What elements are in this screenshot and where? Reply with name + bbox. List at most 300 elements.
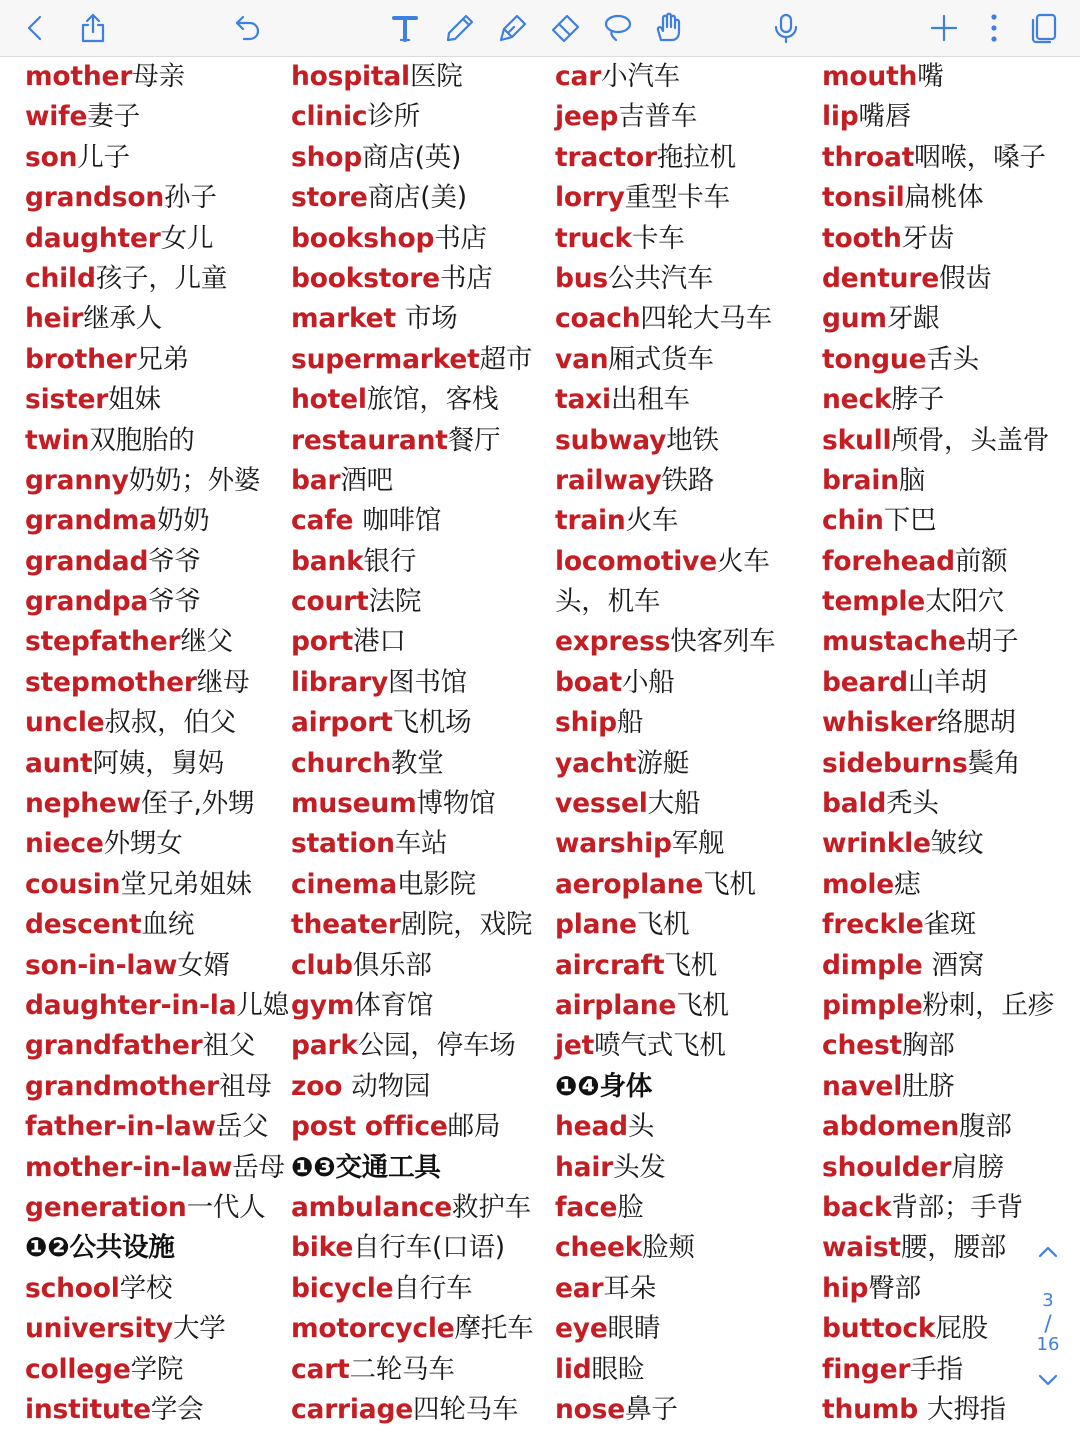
vocab-entry <box>291 1188 533 1228</box>
english-word: child <box>25 262 96 294</box>
vocab-entry <box>291 1350 533 1390</box>
chinese-translation: 剧院，戏院 <box>400 909 533 941</box>
chinese-translation: 飞机 <box>636 909 690 941</box>
chinese-translation: 兄弟 <box>136 343 190 375</box>
english-word: son <box>25 141 78 173</box>
vocab-entry <box>555 865 775 905</box>
chinese-translation: 眼睑 <box>591 1353 645 1385</box>
english-word: forehead <box>822 545 955 577</box>
english-word: cheek <box>555 1232 643 1264</box>
vocab-entry <box>291 1026 533 1066</box>
vocab-entry <box>555 178 775 218</box>
chinese-translation: 自行车(口语) <box>353 1232 505 1264</box>
vocab-entry <box>291 178 533 218</box>
chinese-translation: 继父 <box>180 626 233 658</box>
vocab-entry <box>822 905 1054 945</box>
vocab-entry <box>555 299 775 339</box>
chinese-translation: 诊所 <box>367 101 420 133</box>
english-word: jeep <box>555 101 619 133</box>
english-word: tooth <box>822 222 902 254</box>
vocab-entry <box>291 582 533 622</box>
vocab-entry <box>555 501 775 541</box>
vocab-entry <box>822 1067 1054 1107</box>
vocab-entry <box>25 784 289 824</box>
vocab-entry <box>25 57 289 97</box>
vocab-entry <box>555 663 775 703</box>
vocab-entry <box>822 946 1054 986</box>
vocab-column-3 <box>555 57 775 1430</box>
english-word: truck <box>555 222 632 254</box>
chinese-translation: 牙齿 <box>901 222 955 254</box>
english-word: ear <box>555 1272 604 1304</box>
vocab-entry <box>25 986 289 1026</box>
section-heading-text: ❶❸交通工具 <box>291 1151 441 1183</box>
chinese-translation: 书店 <box>439 262 493 294</box>
vocab-entry <box>555 582 775 622</box>
english-word: grandad <box>25 545 149 577</box>
chinese-translation: 飞机 <box>676 989 729 1021</box>
chinese-translation: 体育馆 <box>354 989 434 1021</box>
vocab-entry <box>25 461 289 501</box>
chinese-translation: 小船 <box>621 666 675 698</box>
vocab-entry <box>25 1309 289 1349</box>
vocab-column-2 <box>291 57 533 1430</box>
vocab-entry <box>291 97 533 137</box>
vocab-entry <box>822 259 1054 299</box>
section-heading <box>291 1148 533 1188</box>
chinese-translation: 屁股 <box>935 1313 988 1345</box>
english-word: niece <box>25 828 104 860</box>
english-word: brother <box>25 343 137 375</box>
english-word: cart <box>291 1353 350 1385</box>
chinese-translation: 鬓角 <box>967 747 1021 779</box>
english-word: train <box>555 505 626 537</box>
english-word: supermarket <box>291 343 480 375</box>
english-word: hip <box>822 1272 869 1304</box>
vocab-entry <box>25 1350 289 1390</box>
highlighter-icon[interactable] <box>491 6 535 50</box>
chinese-translation: 游艇 <box>636 747 690 779</box>
vocab-entry <box>291 663 533 703</box>
english-word: lid <box>555 1353 592 1385</box>
toolbar <box>0 0 1080 57</box>
section-heading-text: ❶❹身体 <box>555 1070 653 1102</box>
english-word: vessel <box>555 788 648 820</box>
vocab-entry <box>555 1269 775 1309</box>
chinese-translation: 鼻子 <box>625 1393 678 1425</box>
english-word: ship <box>555 707 617 739</box>
chinese-translation: 自行车 <box>393 1272 473 1304</box>
english-word: bar <box>291 464 341 496</box>
english-word: warship <box>555 828 672 860</box>
chinese-translation: 姐妹 <box>108 384 161 416</box>
chinese-translation: 小汽车 <box>601 61 680 92</box>
vocab-entry <box>25 582 289 622</box>
chinese-translation: 脑 <box>898 464 926 496</box>
english-word: airplane <box>555 989 677 1021</box>
english-word: stepfather <box>25 626 181 658</box>
chinese-translation: 卡车 <box>631 222 685 254</box>
english-word: restaurant <box>291 424 448 456</box>
vocab-entry <box>822 178 1054 218</box>
chinese-translation: 前额 <box>954 545 1008 577</box>
chinese-translation: 银行 <box>363 545 417 577</box>
english-word: institute <box>25 1393 151 1425</box>
vocab-entry <box>822 299 1054 339</box>
chinese-translation: 电影院 <box>396 868 476 900</box>
vocab-entry <box>25 1390 289 1430</box>
english-word: bicycle <box>291 1272 394 1304</box>
page-up-chevron-icon[interactable] <box>1026 1240 1070 1274</box>
more-icon[interactable] <box>972 6 1016 50</box>
vocab-entry <box>25 865 289 905</box>
english-word: stepmother <box>25 666 197 698</box>
vocab-entry <box>555 986 775 1026</box>
chinese-translation: 超市 <box>479 343 533 375</box>
english-word: market <box>291 303 405 335</box>
chinese-translation: 学会 <box>150 1393 204 1425</box>
chinese-translation: 商店(美) <box>367 182 467 214</box>
vocab-entry <box>555 946 775 986</box>
chinese-translation: 爷爷 <box>148 586 201 618</box>
english-word: pimple <box>822 989 923 1021</box>
english-word: bus <box>555 262 609 294</box>
vocab-entry <box>25 421 289 461</box>
english-word: chest <box>822 1030 902 1062</box>
chinese-translation: 扁桃体 <box>904 182 984 214</box>
vocab-entry <box>291 865 533 905</box>
chinese-translation: 儿媳 <box>236 989 289 1021</box>
english-word: eye <box>555 1313 608 1345</box>
chinese-translation: 二轮马车 <box>349 1353 455 1385</box>
chinese-translation: 腹部 <box>959 1111 1012 1143</box>
vocab-entry <box>822 542 1054 582</box>
vocab-entry <box>25 703 289 743</box>
vocab-column-1 <box>25 57 289 1430</box>
english-word: denture <box>822 262 939 294</box>
english-word: descent <box>25 909 142 941</box>
microphone-icon[interactable] <box>764 6 808 50</box>
english-word: subway <box>555 424 667 456</box>
vocab-entry <box>822 421 1054 461</box>
vocab-entry <box>555 259 775 299</box>
vocab-entry <box>555 97 775 137</box>
english-word: sideburns <box>822 747 968 779</box>
chinese-translation: 肩膀 <box>951 1151 1004 1183</box>
lasso-icon[interactable] <box>596 6 640 50</box>
english-word: tongue <box>822 343 927 375</box>
english-word: face <box>555 1191 618 1223</box>
english-word: jet <box>555 1030 595 1062</box>
english-word: church <box>291 747 391 779</box>
chinese-translation: 快客列车 <box>670 626 776 658</box>
chinese-translation: 背部；手背 <box>891 1191 1023 1223</box>
chinese-translation: 堂兄弟姐妹 <box>120 868 252 900</box>
english-word: lip <box>822 101 859 133</box>
chinese-translation: 救护车 <box>452 1191 531 1223</box>
vocab-entry <box>25 380 289 420</box>
english-word: neck <box>822 384 892 416</box>
english-word: gym <box>291 989 355 1021</box>
chinese-translation: 双胞胎的 <box>89 424 195 456</box>
english-word: head <box>555 1111 628 1143</box>
vocab-entry <box>25 905 289 945</box>
english-word: back <box>822 1191 892 1223</box>
english-word: heir <box>25 303 84 335</box>
english-word: throat <box>822 141 915 173</box>
english-word: mother-in-law <box>25 1151 233 1183</box>
english-word: theater <box>291 909 401 941</box>
chinese-translation: 秃头 <box>886 788 939 820</box>
chinese-translation: 眼睛 <box>607 1313 661 1345</box>
chinese-translation: 岳母 <box>232 1151 285 1183</box>
english-word: twin <box>25 424 90 456</box>
vocab-entry <box>555 905 775 945</box>
english-word: grandmother <box>25 1070 219 1102</box>
chinese-translation: 拖拉机 <box>656 141 736 173</box>
vocab-entry <box>291 1228 533 1268</box>
chinese-translation: 爷爷 <box>148 545 201 577</box>
chinese-translation: 奶奶；外婆 <box>128 464 261 496</box>
chinese-translation: 厢式货车 <box>608 343 714 375</box>
vocab-entry <box>25 340 289 380</box>
english-word: shoulder <box>822 1151 952 1183</box>
chinese-translation: 市场 <box>404 303 458 335</box>
chinese-translation: 火车 <box>625 505 679 537</box>
chinese-translation: 飞机场 <box>392 707 472 739</box>
chinese-translation: 儿子 <box>77 141 130 173</box>
current-page-number: 3 <box>1042 1290 1054 1311</box>
english-word: granny <box>25 464 129 496</box>
english-word: yacht <box>555 747 637 779</box>
share-icon[interactable] <box>71 6 115 50</box>
english-word: aunt <box>25 747 93 779</box>
english-word: chin <box>822 505 884 537</box>
vocab-entry <box>291 784 533 824</box>
english-word: mother <box>25 61 133 92</box>
chinese-translation: 孙子 <box>164 182 217 214</box>
english-word: uncle <box>25 707 105 739</box>
chinese-translation: 公共汽车 <box>608 262 714 294</box>
chinese-translation: 一代人 <box>186 1191 266 1223</box>
english-word: daughter <box>25 222 161 254</box>
chinese-translation: 阿姨，舅妈 <box>92 747 224 779</box>
hand-tool-icon[interactable] <box>646 6 690 50</box>
pages-icon[interactable] <box>1022 6 1066 50</box>
english-word: lorry <box>555 182 625 214</box>
english-word: bank <box>291 545 364 577</box>
page-down-chevron-icon[interactable] <box>1026 1368 1070 1402</box>
vocab-entry <box>291 1107 533 1147</box>
chinese-translation: 外甥女 <box>103 828 183 860</box>
chinese-translation: 祖父 <box>202 1030 256 1062</box>
vocab-entry <box>555 138 775 178</box>
english-word: coach <box>555 303 641 335</box>
vocab-entry <box>291 744 533 784</box>
chinese-translation: 头 <box>627 1111 655 1143</box>
total-pages-number: 16 <box>1036 1334 1060 1355</box>
vocab-entry <box>822 824 1054 864</box>
chinese-translation: 血统 <box>141 909 195 941</box>
vocab-entry <box>822 219 1054 259</box>
vocab-entry <box>291 1309 533 1349</box>
chinese-translation: 粉刺，丘疹 <box>922 989 1054 1021</box>
english-word: court <box>291 586 369 618</box>
vocab-entry <box>822 138 1054 178</box>
vocab-entry <box>291 380 533 420</box>
vocab-entry <box>555 1107 775 1147</box>
english-word: nephew <box>25 788 141 820</box>
vocab-entry <box>291 501 533 541</box>
english-word: mustache <box>822 626 966 658</box>
english-word: mouth <box>822 61 918 92</box>
chinese-translation: 嘴 <box>917 61 944 92</box>
vocab-entry <box>25 1026 289 1066</box>
chinese-translation: 喷气式飞机 <box>594 1030 726 1062</box>
english-word: wrinkle <box>822 828 931 860</box>
chinese-translation: 脸颊 <box>642 1232 695 1264</box>
chinese-translation: 飞机 <box>664 949 717 981</box>
english-word: port <box>291 626 354 658</box>
vocab-entry <box>291 824 533 864</box>
english-word: cinema <box>291 868 397 900</box>
vocab-entry <box>822 1026 1054 1066</box>
vocab-entry <box>555 703 775 743</box>
english-word: tractor <box>555 141 657 173</box>
section-heading-text: ❶❷公共设施 <box>25 1232 175 1264</box>
english-word: generation <box>25 1191 187 1223</box>
chinese-translation: 书店 <box>434 222 487 254</box>
vocab-entry <box>555 542 775 582</box>
chinese-translation: 酒吧 <box>340 464 393 496</box>
english-word: college <box>25 1353 131 1385</box>
vocab-entry <box>25 542 289 582</box>
english-word: aeroplane <box>555 868 704 900</box>
page-separator: / <box>1044 1312 1052 1337</box>
english-word: whisker <box>822 707 937 739</box>
english-word: store <box>291 182 368 214</box>
eraser-icon[interactable] <box>543 6 587 50</box>
chinese-translation: 吉普车 <box>618 101 698 133</box>
english-word: beard <box>822 666 908 698</box>
vocab-entry <box>25 1107 289 1147</box>
vocab-entry <box>291 946 533 986</box>
chinese-translation: 车站 <box>394 828 448 860</box>
chinese-translation: 臀部 <box>868 1272 921 1304</box>
text-tool-icon[interactable] <box>383 6 427 50</box>
chinese-translation: 嘴唇 <box>858 101 912 133</box>
vocab-entry <box>291 1390 533 1430</box>
chinese-translation: 博物馆 <box>416 788 496 820</box>
back-chevron-icon[interactable] <box>14 6 58 50</box>
vocab-entry <box>291 219 533 259</box>
chinese-translation: 教堂 <box>390 747 444 779</box>
english-word: club <box>291 949 353 981</box>
chinese-translation: 飞机 <box>703 868 756 900</box>
vocab-entry <box>822 1228 1054 1268</box>
english-word: post office <box>291 1111 448 1143</box>
chinese-translation: 军舰 <box>671 828 725 860</box>
english-word: ambulance <box>291 1191 453 1223</box>
english-word: sister <box>25 384 109 416</box>
chinese-translation: 邮局 <box>447 1111 501 1143</box>
english-word: car <box>555 61 602 92</box>
chinese-translation: 咖啡馆 <box>362 505 442 537</box>
chinese-translation: 胡子 <box>965 626 1019 658</box>
chinese-translation: 脖子 <box>891 384 944 416</box>
english-word: nose <box>555 1393 626 1425</box>
add-icon[interactable] <box>922 6 966 50</box>
chinese-translation: 地铁 <box>666 424 719 456</box>
vocab-entry <box>291 299 533 339</box>
english-word: father-in-law <box>25 1111 216 1143</box>
vocab-entry <box>555 219 775 259</box>
english-word: bald <box>822 788 887 820</box>
chinese-translation: 祖母 <box>218 1070 272 1102</box>
chinese-translation: 母亲 <box>132 61 185 92</box>
english-word: grandpa <box>25 586 149 618</box>
vocab-entry <box>25 138 289 178</box>
vocab-entry <box>291 340 533 380</box>
undo-icon[interactable] <box>226 6 270 50</box>
vocab-entry <box>25 824 289 864</box>
english-word: mole <box>822 868 895 900</box>
english-word: dimple <box>822 949 932 981</box>
vocab-entry <box>291 622 533 662</box>
english-word: van <box>555 343 609 375</box>
english-word: waist <box>822 1232 901 1264</box>
english-word: shop <box>291 141 363 173</box>
vocab-entry <box>822 97 1054 137</box>
chinese-translation: 学院 <box>130 1353 184 1385</box>
vocab-entry <box>291 421 533 461</box>
vocab-entry <box>822 1188 1054 1228</box>
english-word: gum <box>822 303 887 335</box>
chinese-translation: 继承人 <box>83 303 163 335</box>
pen-tool-icon[interactable] <box>438 6 482 50</box>
vocab-entry <box>822 986 1054 1026</box>
chinese-translation: 岳父 <box>215 1111 269 1143</box>
vocab-entry <box>555 1148 775 1188</box>
section-heading <box>555 1067 775 1107</box>
vocab-column-4 <box>822 57 1054 1430</box>
chinese-translation: 大拇指 <box>927 1393 1006 1425</box>
vocab-entry <box>25 946 289 986</box>
vocab-entry <box>555 1188 775 1228</box>
english-word: carriage <box>291 1393 414 1425</box>
chinese-translation: 胸部 <box>902 1030 955 1062</box>
english-word: railway <box>555 464 662 496</box>
vocab-entry <box>291 1067 533 1107</box>
chinese-translation: 山羊胡 <box>907 666 987 698</box>
english-word: brain <box>822 464 899 496</box>
vocab-entry <box>291 461 533 501</box>
english-word: school <box>25 1272 120 1304</box>
vocab-entry <box>822 1309 1054 1349</box>
vocab-entry <box>25 178 289 218</box>
english-word: cafe <box>291 505 363 537</box>
vocab-entry <box>822 340 1054 380</box>
vocab-entry <box>822 1350 1054 1390</box>
english-word: hair <box>555 1151 614 1183</box>
english-word: grandma <box>25 505 157 537</box>
chinese-translation: 奶奶 <box>156 505 210 537</box>
vocab-entry <box>822 703 1054 743</box>
english-word: freckle <box>822 909 924 941</box>
chinese-translation: 孩子，儿童 <box>95 262 228 294</box>
english-word: navel <box>822 1070 903 1102</box>
chinese-translation: 继母 <box>196 666 250 698</box>
